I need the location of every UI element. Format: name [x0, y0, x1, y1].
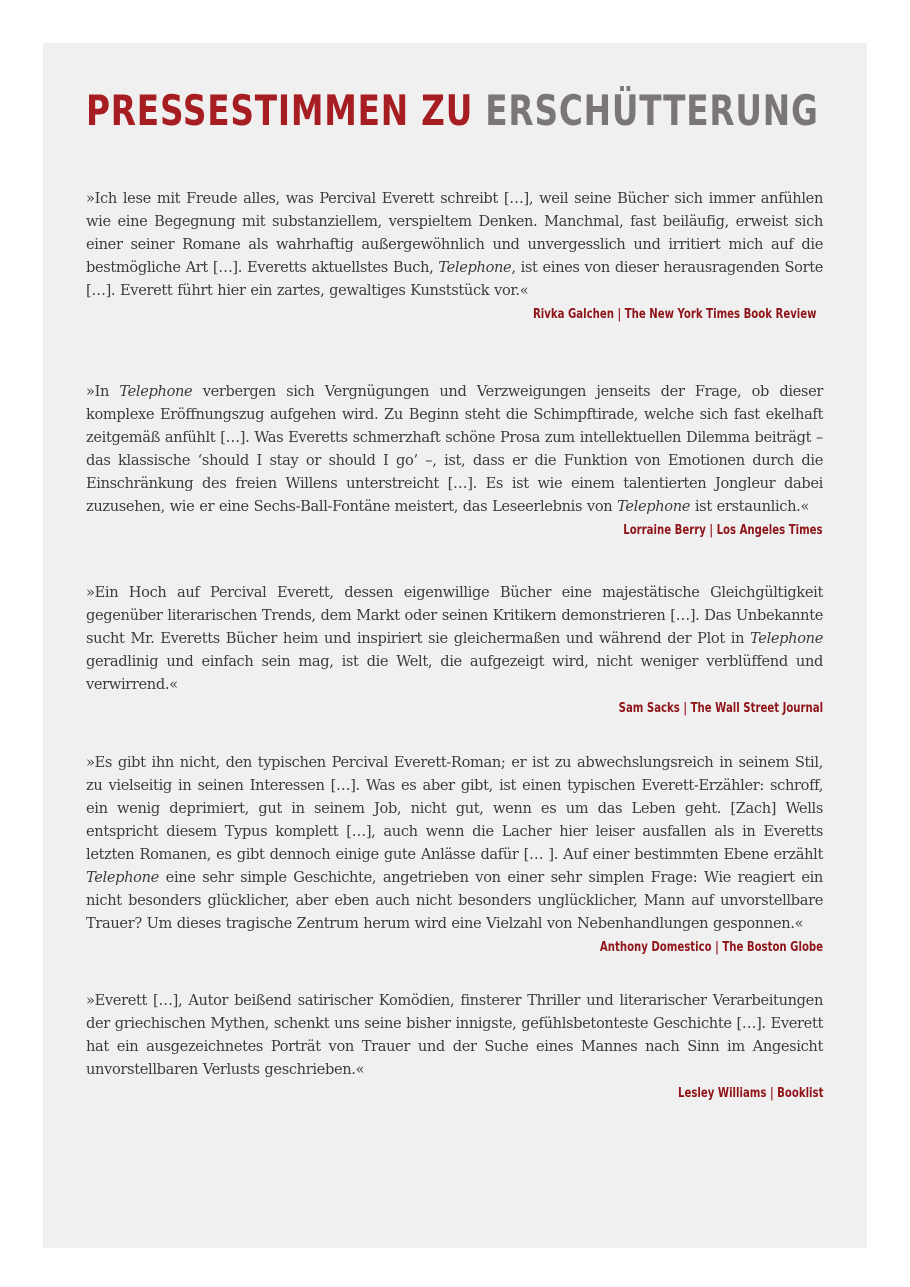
- review-source: [86, 305, 823, 325]
- source-label: Sam Sacks | The Wall Street Journal: [618, 701, 823, 716]
- quote-text: geradlinig und einfach sein mag, ist die Welt, die aufgezeigt wird, nicht weniger verblüffend und verwirrend.«: [86, 653, 823, 693]
- quote-book-title: Telephone: [438, 259, 512, 276]
- review-source: [86, 699, 823, 719]
- source-label: Rivka Galchen | The New York Times Book Review: [533, 307, 817, 322]
- review-source: [86, 1084, 823, 1104]
- review-2: [86, 380, 823, 541]
- quote-text: , ist eines von dieser herausragenden Sorte […]. Everett führt hier ein zartes, gewaltiges Kunststück vor.«: [86, 259, 823, 299]
- quote-book-title: Telephone: [617, 498, 691, 515]
- title-part-grey: ERSCHÜTTERUNG: [485, 86, 819, 135]
- review-3: [86, 581, 823, 719]
- review-source: [86, 938, 823, 958]
- quote-text: verbergen sich Vergnügungen und Verzweigungen jenseits der Frage, ob dieser komplexe Eröffnungszug aufgehen wird. Zu Beginn steht die Schimpftirade, welche sich fast ekelhaft zeitgemäß anfühlt […]. Was Everetts schmerzhaft schöne Prosa zum intellektuellen Dilemma beiträgt – das klassische ‘should I stay or should I go’ –, ist, dass er die Funktion von Emotionen durch die Einschränkung des freien Willens unterstreicht […]. Es ist wie einem talentierten Jongleur dabei zuzusehen, wie er eine Sechs-Ball-Fontäne meistert, das Leseerlebnis von: [86, 383, 823, 515]
- review-source: [86, 521, 823, 541]
- review-5: [86, 989, 823, 1104]
- review-4: [86, 751, 823, 958]
- source-label: Anthony Domestico | The Boston Globe: [599, 940, 823, 955]
- page-title: [86, 85, 819, 137]
- review-quote: [86, 187, 823, 302]
- review-quote: [86, 751, 823, 935]
- review-1: [86, 187, 823, 325]
- review-quote: [86, 380, 823, 518]
- quote-text: »Es gibt ihn nicht, den typischen Percival Everett-Roman; er ist zu abwechslungsreich in seinem Stil, zu vielseitig in seinen Interessen […]. Was es aber gibt, ist einen typischen Everett-Erzähler: schroff, ein wenig deprimiert, gut in seinem Job, nicht gut, wenn es um das Leben geht. [Zach] Wells entspricht diesem Typus komplett […], auch wenn die Lacher hier leiser ausfallen als in Everetts letzten Romanen, es gibt dennoch einige gute Anlässe dafür [… ]. Auf einer bestimmten Ebene erzählt: [86, 754, 823, 863]
- quote-text: »In: [86, 383, 120, 400]
- page: [43, 43, 867, 1248]
- quote-text: »Everett […], Autor beißend satirischer Komödien, finsterer Thriller und literarischer Verarbeitungen der griechischen Mythen, schenkt uns seine bisher innigste, gefühlsbetonteste Geschichte […]. Everett hat ein ausgezeichnetes Porträt von Trauer und der Suche eines Mannes nach Sinn im Angesicht unvorstellbaren Verlusts geschrieben.«: [86, 992, 823, 1078]
- quote-text: eine sehr simple Geschichte, angetrieben von einer sehr simplen Frage: Wie reagiert ein nicht besonders glücklicher, aber eben auch nicht besonders unglücklicher, Mann auf unvorstellbare Trauer? Um dieses tragische Zentrum herum wird eine Vielzahl von Nebenhandlungen gesponnen.«: [86, 869, 823, 932]
- quote-book-title: Telephone: [119, 383, 193, 400]
- review-quote: [86, 989, 823, 1081]
- quote-text: ist erstaunlich.«: [690, 498, 810, 515]
- quote-text: »Ich lese mit Freude alles, was Percival Everett schreibt […], weil seine Bücher sich immer anfühlen wie eine Begegnung mit substanziellem, verspieltem Denken. Manchmal, fast beiläufig, erweist sich einer seiner Romane als wahrhaftig außergewöhnlich und unvergesslich und irritiert mich auf die bestmögliche Art […]. Everetts aktuellstes Buch,: [86, 190, 823, 276]
- quote-book-title: Telephone: [86, 869, 159, 886]
- quote-book-title: Telephone: [750, 630, 823, 647]
- source-label: Lesley Williams | Booklist: [677, 1086, 823, 1101]
- title-part-red: PRESSESTIMMEN ZU: [86, 86, 474, 135]
- source-label: Lorraine Berry | Los Angeles Times: [623, 523, 823, 538]
- quote-text: »Ein Hoch auf Percival Everett, dessen eigenwillige Bücher eine majestätische Gleichgültigkeit gegenüber literarischen Trends, dem Markt oder seinen Kritikern demonstrieren […]. Das Unbekannte sucht Mr. Everetts Bücher heim und inspiriert sie gleichermaßen und während der Plot in: [86, 584, 823, 647]
- review-quote: [86, 581, 823, 696]
